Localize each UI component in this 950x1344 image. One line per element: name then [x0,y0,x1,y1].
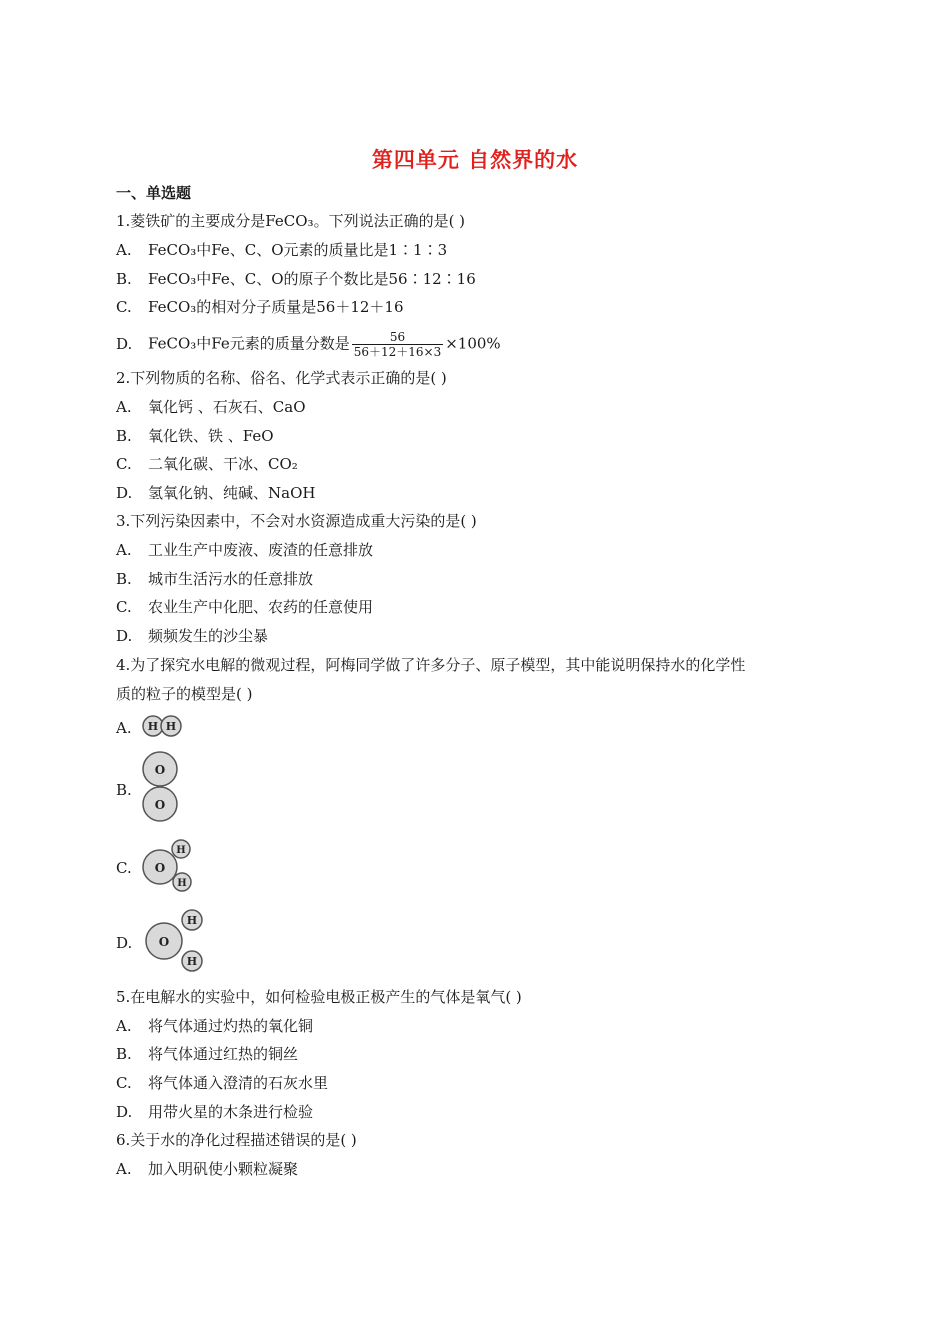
q5-stem: 5.在电解水的实验中，如何检验电极正极产生的气体是氧气( ) [116,988,522,1006]
option-text: 工业生产中废液、废渣的任意排放 [148,541,374,559]
option-key: C. [116,298,132,316]
option-text: FeCO₃中Fe、C、O的原子个数比是56∶12∶16 [148,270,476,288]
q3-option-d [116,626,268,646]
q2-option-b [116,426,274,446]
option-text: 氧化铁、铁 、FeO [148,427,274,445]
option-key: B. [116,1045,132,1063]
option-text: 氢氧化钠、纯碱、NaOH [148,484,316,502]
option-key: A. [116,398,132,416]
q5-option-a [116,1016,313,1036]
h2o-atoms-separated-model [140,906,210,976]
option-key: D. [116,627,133,645]
q3-option-a [116,540,373,560]
atom-o-label: O [154,861,166,875]
option-text: FeCO₃的相对分子质量是56＋12＋16 [148,298,404,316]
option-key: C. [116,859,132,877]
option-text: 将气体通过灼热的氧化铜 [148,1017,314,1035]
option-text-suffix: ×100% [445,334,501,353]
option-key: C. [116,1074,132,1092]
option-text: 频频发生的沙尘暴 [148,627,269,645]
option-key: B. [116,781,132,799]
option-key: A. [116,719,132,737]
q1-option-c [116,297,404,317]
option-key: B. [116,427,132,445]
atom-o-label: O [154,798,166,812]
fraction-denominator: 56＋12＋16×3 [353,345,442,359]
option-text: FeCO₃中Fe、C、O元素的质量比是1∶1∶3 [148,241,448,259]
mass-fraction [352,330,444,359]
option-text: 城市生活污水的任意排放 [148,570,314,588]
q1-option-b [116,269,476,289]
fraction-numerator: 56 [352,330,444,345]
atom-o-label: O [154,763,166,777]
option-key: A. [116,1017,132,1035]
option-key: A. [116,241,132,259]
h2-molecule-model [140,714,190,740]
option-key: B. [116,570,132,588]
q5-option-b [116,1044,298,1064]
option-text: 将气体通过红热的铜丝 [148,1045,299,1063]
option-text: 二氧化碳、干冰、CO₂ [148,455,298,473]
option-key: A. [116,1160,132,1178]
atom-h-label: H [165,720,177,733]
q1-option-d [116,330,501,359]
q3-option-c [116,597,373,617]
option-key: D. [116,334,133,353]
q5-option-d [116,1102,313,1122]
q2-option-c [116,454,298,474]
q4-stem-line1: 4.为了探究水电解的微观过程，阿梅同学做了许多分子、原子模型，其中能说明保持水的化学性 [116,656,746,674]
option-key: B. [116,270,132,288]
q1-stem: 1.菱铁矿的主要成分是FeCO₃。下列说法正确的是( ) [116,212,466,230]
atom-h-label: H [147,720,159,733]
q6-option-a [116,1159,298,1179]
q5-option-c [116,1073,328,1093]
atom-h-label: H [186,955,198,968]
q2-option-a [116,397,306,417]
q1-option-a [116,240,447,260]
option-text: 加入明矾使小颗粒凝聚 [148,1160,299,1178]
atom-o-label: O [158,935,170,949]
atom-h-label: H [177,878,187,889]
option-key: D. [116,484,133,502]
q2-option-d [116,483,315,503]
option-key: D. [116,934,133,952]
atom-h-label: H [176,845,186,856]
o2-molecule-model [140,748,184,828]
option-key: C. [116,598,132,616]
option-text: FeCO₃中Fe元素的质量分数是 [148,334,350,353]
option-key: C. [116,455,132,473]
option-text: 氧化钙 、石灰石、CaO [148,398,306,416]
q3-stem: 3.下列污染因素中，不会对水资源造成重大污染的是( ) [116,512,477,530]
section-heading: 一、单选题 [116,184,192,202]
option-key: D. [116,1103,133,1121]
option-key: A. [116,541,132,559]
page-title: 第四单元 自然界的水 [371,148,579,172]
atom-h-label: H [186,914,198,927]
q3-option-b [116,569,313,589]
option-text: 用带火星的木条进行检验 [148,1103,314,1121]
q6-stem: 6.关于水的净化过程描述错误的是( ) [116,1131,357,1149]
q4-stem-line2: 质的粒子的模型是( ) [116,685,253,703]
q2-stem: 2.下列物质的名称、俗名、化学式表示正确的是( ) [116,369,447,387]
h2o-molecule-model-bent [138,836,198,896]
option-text: 将气体通入澄清的石灰水里 [148,1074,329,1092]
option-text: 农业生产中化肥、农药的任意使用 [148,598,374,616]
